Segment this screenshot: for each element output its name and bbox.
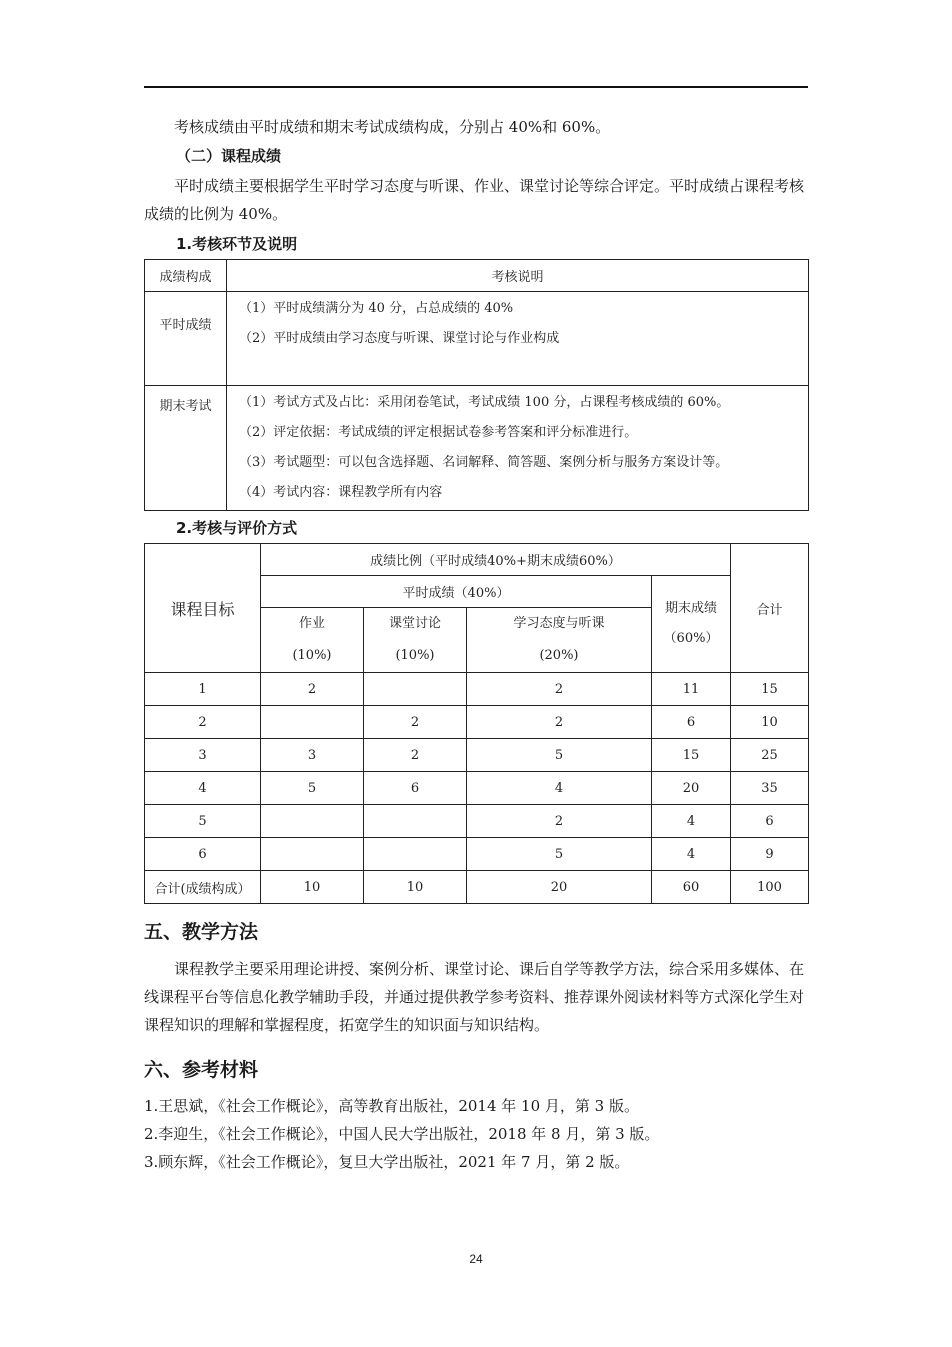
table-cell: 15 [652, 739, 731, 772]
assessment-item: （4）考试内容：课程教学所有内容 [239, 485, 443, 500]
table-cell [364, 673, 467, 706]
table-cell: 10 [731, 706, 809, 739]
score-header-row [145, 544, 809, 576]
ratio-header: 成绩比例（平时成绩40%+期末成绩60%） [261, 544, 731, 576]
table-cell: 9 [731, 838, 809, 871]
score-table [144, 543, 809, 904]
final-label: 期末成绩 [664, 601, 717, 616]
usual-header: 平时成绩（40%） [261, 576, 652, 608]
reference-item: 2.李迎生，《社会工作概论》，中国人民大学出版社，2018 年 8 月，第 3 版。 [144, 1125, 660, 1143]
table-cell: 2 [467, 673, 652, 706]
table-cell: 2 [364, 739, 467, 772]
table-cell: 6 [731, 805, 809, 838]
table-cell: 5 [145, 805, 261, 838]
attitude-header [467, 608, 652, 673]
table-cell: 5 [261, 772, 364, 805]
table-cell [261, 805, 364, 838]
table-cell: 2 [364, 706, 467, 739]
intro-text: 考核成绩由平时成绩和期末考试成绩构成，分别占 40%和 60%。 [174, 118, 611, 136]
section-para-teaching-method: 课程教学主要采用理论讲授、案例分析、课堂讨论、课后自学等教学方法，综合采用多媒体、在线课程平台等信息化教学辅助手段，并通过提供教学参考资料、推荐课外阅读材料等方式深化学生对课程知识的理解和掌握程度，拓宽学生的知识面与知识结构。 [144, 960, 805, 1034]
homework-pct: (10%) [292, 648, 332, 663]
table-cell: 11 [652, 673, 731, 706]
assessment-col-header: 成绩构成 [145, 260, 227, 292]
attitude-pct: (20%) [539, 648, 579, 663]
header-rule [144, 86, 808, 88]
assessment-table [144, 259, 809, 511]
table-cell: 25 [731, 739, 809, 772]
table-cell: 10 [364, 871, 467, 904]
assessment-row-usual [145, 292, 809, 386]
attitude-label: 学习态度与听课 [513, 616, 605, 631]
homework-header [261, 608, 364, 673]
assessment-row-label: 期末考试 [145, 386, 227, 511]
table-cell [364, 805, 467, 838]
table-cell: 合计(成绩构成） [145, 871, 261, 904]
section-heading-teaching-method: 五、教学方法 [144, 921, 259, 943]
table-row [145, 772, 809, 805]
table-cell: 2 [261, 673, 364, 706]
table-row [145, 838, 809, 871]
page-number: 24 [469, 1252, 483, 1266]
assessment-col-header: 考核说明 [227, 260, 809, 292]
final-pct: （60%） [663, 631, 719, 646]
table-cell: 60 [652, 871, 731, 904]
discussion-header [364, 608, 467, 673]
table-cell: 2 [467, 805, 652, 838]
table-cell: 5 [467, 838, 652, 871]
table-cell: 6 [145, 838, 261, 871]
reference-list [144, 1092, 810, 1176]
reference-item: 1.王思斌，《社会工作概论》，高等教育出版社，2014 年 10 月，第 3 版。 [144, 1097, 639, 1115]
table-cell: 2 [467, 706, 652, 739]
table-cell: 4 [652, 805, 731, 838]
table-cell: 35 [731, 772, 809, 805]
table-cell: 6 [364, 772, 467, 805]
discussion-pct: (10%) [395, 648, 435, 663]
goal-header: 课程目标 [145, 544, 261, 673]
table-cell [261, 838, 364, 871]
table-cell: 20 [467, 871, 652, 904]
section-para-course-grade: 平时成绩主要根据学生平时学习态度与听课、作业、课堂讨论等综合评定。平时成绩占课程考核成绩的比例为 40%。 [144, 177, 805, 223]
assessment-item: （3）考试题型：可以包含选择题、名词解释、简答题、案例分析与服务方案设计等。 [239, 455, 729, 470]
assessment-row-label: 平时成绩 [145, 292, 227, 386]
final-header [652, 576, 731, 673]
table-cell: 100 [731, 871, 809, 904]
subheading-evaluation: 2.考核与评价方式 [176, 519, 298, 537]
table-cell: 3 [145, 739, 261, 772]
reference-item: 3.顾东辉，《社会工作概论》，复旦大学出版社，2021 年 7 月，第 2 版。 [144, 1153, 630, 1171]
assessment-item: （2）平时成绩由学习态度与听课、课堂讨论与作业构成 [239, 331, 560, 346]
table-row [145, 706, 809, 739]
discussion-label: 课堂讨论 [388, 616, 441, 631]
table-cell: 20 [652, 772, 731, 805]
table-cell: 4 [467, 772, 652, 805]
table-cell: 2 [145, 706, 261, 739]
assessment-row-final [145, 386, 809, 511]
section-heading-references: 六、参考材料 [144, 1059, 259, 1081]
table-cell: 4 [652, 838, 731, 871]
table-cell: 4 [145, 772, 261, 805]
table-row [145, 805, 809, 838]
assessment-item: （2）评定依据：考试成绩的评定根据试卷参考答案和评分标准进行。 [239, 425, 638, 440]
total-header: 合计 [731, 544, 809, 673]
table-cell: 1 [145, 673, 261, 706]
table-cell: 10 [261, 871, 364, 904]
assessment-header-row [145, 260, 809, 292]
table-cell: 5 [467, 739, 652, 772]
homework-label: 作业 [298, 616, 325, 631]
subheading-assessment: 1.考核环节及说明 [176, 235, 298, 253]
table-cell: 6 [652, 706, 731, 739]
table-total-row [145, 871, 809, 904]
table-cell: 15 [731, 673, 809, 706]
table-cell: 3 [261, 739, 364, 772]
section-heading-course-grade: （二）课程成绩 [176, 147, 282, 165]
table-row [145, 739, 809, 772]
table-cell [364, 838, 467, 871]
table-row [145, 673, 809, 706]
assessment-item: （1）考试方式及占比：采用闭卷笔试，考试成绩 100 分，占课程考核成绩的 60%。 [239, 395, 730, 410]
assessment-item: （1）平时成绩满分为 40 分，占总成绩的 40% [239, 301, 514, 316]
table-cell [261, 706, 364, 739]
